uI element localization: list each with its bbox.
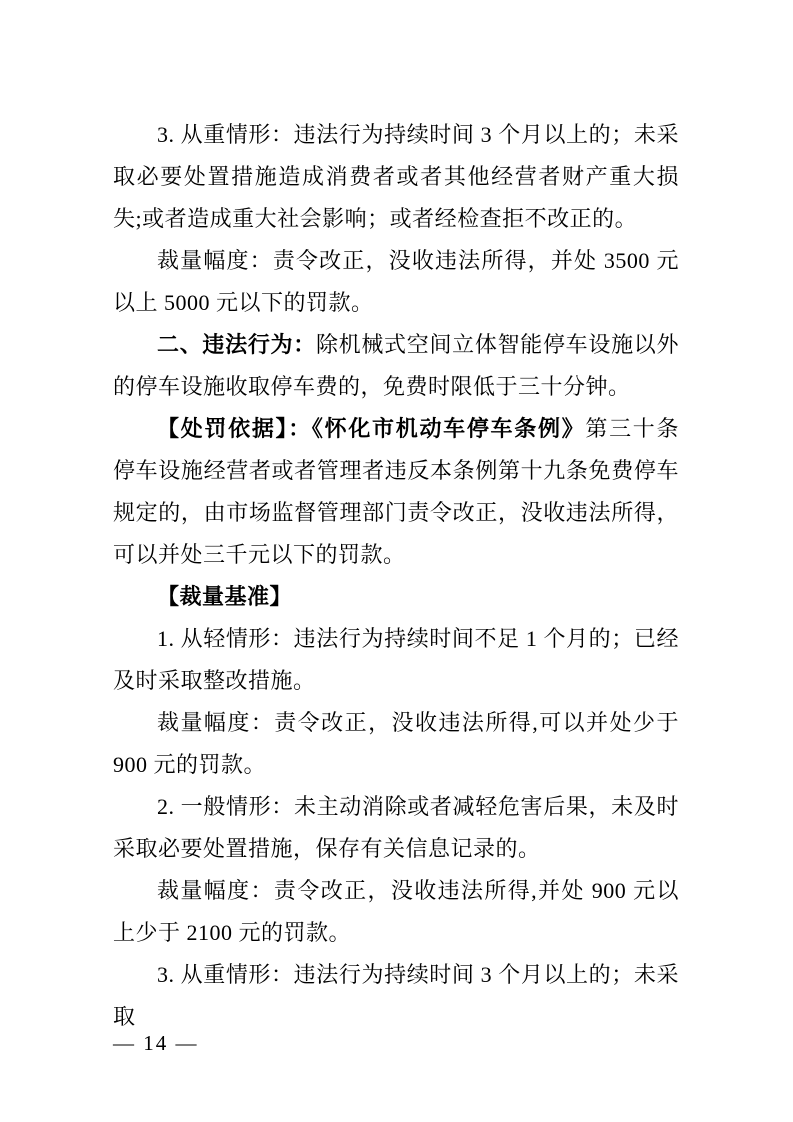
text-run: 裁量幅度：责令改正，没收违法所得,可以并处少于 900 元的罚款。	[113, 710, 679, 777]
text-run: 3. 从重情形：违法行为持续时间 3 个月以上的；未采取必要处置措施造成消费者或者其他经营者财产重大损失;或者造成重大社会影响；或者经检查拒不改正的。	[113, 122, 679, 231]
text-run: 第三十条 停车设施经营者或者管理者违反本条例第十九条免费停车规定的，由市场监督管理部门责令改正，没收违法所得，可以并处三千元以下的罚款。	[113, 416, 702, 567]
page-number: — 14 —	[113, 1031, 199, 1055]
text-run: 除机械式空间立体智能停车设施以外的停车设施收取停车费的，免费时限低于三十分钟。	[113, 332, 679, 399]
bold-text-run: 【处罚依据】：《怀化市机动车停车条例》	[157, 416, 586, 441]
text-run: 3. 从重情形：违法行为持续时间 3 个月以上的；未采取	[113, 962, 679, 1029]
paragraph	[113, 870, 679, 954]
paragraph	[113, 786, 679, 870]
text-run: 2. 一般情形：未主动消除或者减轻危害后果，未及时采取必要处置措施，保存有关信息记录的。	[113, 794, 679, 861]
text-run: 1. 从轻情形：违法行为持续时间不足 1 个月的；已经及时采取整改措施。	[113, 626, 679, 693]
bold-text-run: 二、违法行为：	[157, 332, 316, 357]
paragraph	[113, 240, 679, 324]
paragraph	[113, 954, 679, 1038]
text-run: 裁量幅度：责令改正，没收违法所得，并处 3500 元以上 5000 元以下的罚款。	[113, 248, 679, 315]
paragraph	[113, 576, 679, 618]
paragraph	[113, 702, 679, 786]
document-body	[113, 114, 702, 1038]
paragraph	[113, 408, 702, 576]
paragraph	[113, 114, 679, 240]
paragraph	[113, 618, 679, 702]
paragraph	[113, 324, 679, 408]
bold-text-run: 【裁量基准】	[157, 584, 293, 609]
text-run: 裁量幅度：责令改正，没收违法所得,并处 900 元以上少于 2100 元的罚款。	[113, 878, 679, 945]
